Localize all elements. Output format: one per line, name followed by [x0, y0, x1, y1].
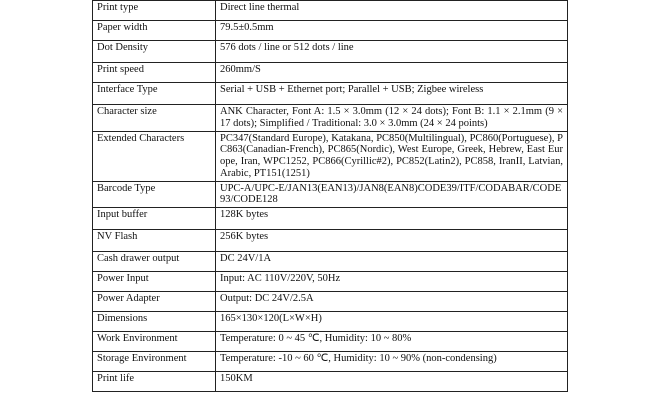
spec-value: 256K bytes — [216, 230, 568, 252]
spec-value: UPC-A/UPC-E/JAN13(EAN13)/JAN8(EAN8)CODE39/ITF/CODABAR/CODE93/CODE128 — [216, 181, 568, 208]
table-row — [93, 372, 568, 392]
spec-value: Output: DC 24V/2.5A — [216, 292, 568, 312]
table-row — [93, 21, 568, 41]
table-row — [93, 83, 568, 105]
table-row — [93, 63, 568, 83]
table-row — [93, 352, 568, 372]
table-row — [93, 131, 568, 181]
table-row — [93, 252, 568, 272]
table-row — [93, 292, 568, 312]
spec-label: Print life — [93, 372, 216, 392]
spec-label: Dot Density — [93, 41, 216, 63]
table-row — [93, 332, 568, 352]
spec-label: NV Flash — [93, 230, 216, 252]
table-row — [93, 105, 568, 132]
spec-label: Work Environment — [93, 332, 216, 352]
spec-value: 165×130×120(L×W×H) — [216, 312, 568, 332]
spec-label: Extended Characters — [93, 131, 216, 181]
spec-label: Print speed — [93, 63, 216, 83]
spec-value: 260mm/S — [216, 63, 568, 83]
spec-value: DC 24V/1A — [216, 252, 568, 272]
spec-label: Cash drawer output — [93, 252, 216, 272]
table-row — [93, 272, 568, 292]
spec-value: ANK Character, Font A: 1.5 × 3.0mm (12 × 24 dots); Font B: 1.1 × 2.1mm (9 × 17 dots); Simplified / Traditional: 3.0 × 3.0mm (24 × 24 points) — [216, 105, 568, 132]
spec-label: Barcode Type — [93, 181, 216, 208]
spec-label: Power Input — [93, 272, 216, 292]
table-row — [93, 41, 568, 63]
spec-value: Temperature: -10 ~ 60 ℃, Humidity: 10 ~ 90% (non-condensing) — [216, 352, 568, 372]
spec-label: Character size — [93, 105, 216, 132]
spec-value: PC347(Standard Europe), Katakana, PC850(Multilingual), PC860(Portuguese), PC863(Canadian-French), PC865(Nordic), West Europe, Greek, Hebrew, East Europe, Iran, WPC1252, PC866(Cyrillic#2), PC852(Latin2), PC858, IranII, Latvian, Arabic, PT151(1251) — [216, 131, 568, 181]
table-row — [93, 312, 568, 332]
spec-label: Interface Type — [93, 83, 216, 105]
spec-label: Print type — [93, 1, 216, 21]
table-row — [93, 230, 568, 252]
spec-label: Power Adapter — [93, 292, 216, 312]
spec-value: 128K bytes — [216, 208, 568, 230]
spec-value: Input: AC 110V/220V, 50Hz — [216, 272, 568, 292]
spec-label: Storage Environment — [93, 352, 216, 372]
spec-label: Dimensions — [93, 312, 216, 332]
spec-value: Direct line thermal — [216, 1, 568, 21]
spec-value: Serial + USB + Ethernet port; Parallel + USB; Zigbee wireless — [216, 83, 568, 105]
spec-value: 576 dots / line or 512 dots / line — [216, 41, 568, 63]
table-row — [93, 208, 568, 230]
spec-label: Input buffer — [93, 208, 216, 230]
table-row — [93, 1, 568, 21]
spec-value: Temperature: 0 ~ 45 ℃, Humidity: 10 ~ 80% — [216, 332, 568, 352]
spec-table — [92, 0, 568, 392]
table-row — [93, 181, 568, 208]
spec-label: Paper width — [93, 21, 216, 41]
spec-value: 79.5±0.5mm — [216, 21, 568, 41]
spec-value: 150KM — [216, 372, 568, 392]
